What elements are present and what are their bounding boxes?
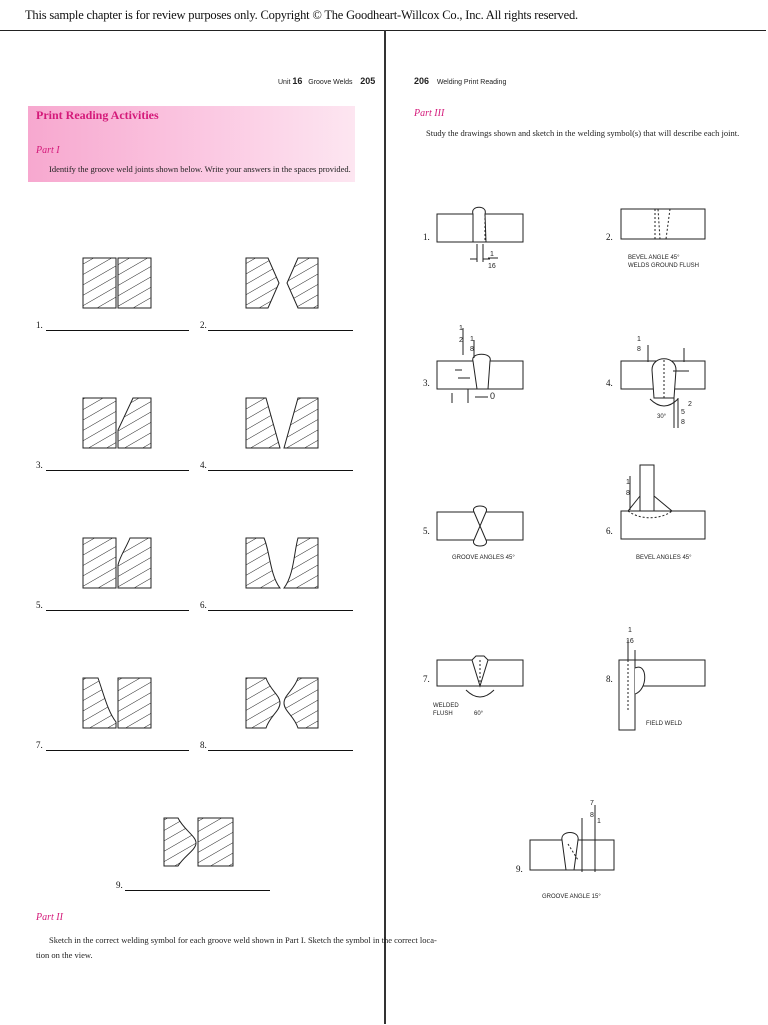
answer-number: 8. xyxy=(200,740,207,750)
unit-number: 16 xyxy=(292,76,303,86)
part2-label: Part II xyxy=(36,912,63,923)
unit-title: Groove Welds xyxy=(308,79,353,86)
answer-number: 3. xyxy=(36,460,43,470)
book-title: Welding Print Reading xyxy=(436,79,507,86)
dim-label: 8 xyxy=(590,812,594,819)
answer-number: 1. xyxy=(36,320,43,330)
dim-label: 1 xyxy=(628,627,632,634)
dim-label: 1 xyxy=(597,818,601,825)
dim-label: 1 xyxy=(490,251,494,258)
caption: GROOVE ANGLES 45° xyxy=(452,555,515,561)
dim-label: 16 xyxy=(626,638,634,645)
dim-label: 2 xyxy=(688,401,692,408)
item-number: 6. xyxy=(606,526,613,536)
answer-number: 9. xyxy=(116,880,123,890)
caption: BEVEL ANGLES 45° xyxy=(636,555,692,561)
part1-instructions: Identify the groove weld joints shown below. Write your answers in the spaces provided. xyxy=(49,164,351,174)
answer-number: 4. xyxy=(200,460,207,470)
item-number: 5. xyxy=(423,526,430,536)
dim-label: 16 xyxy=(488,263,496,270)
joint-drawing-1 xyxy=(437,207,523,262)
page-number: 206 xyxy=(414,76,430,86)
joint-drawing-5 xyxy=(437,506,523,546)
unit-word: Unit xyxy=(278,79,291,86)
dim-label: 1 xyxy=(470,336,474,343)
answer-number: 5. xyxy=(36,600,43,610)
caption: FIELD WELD xyxy=(646,721,683,727)
part2-instructions: Sketch in the correct welding symbol for each groove weld shown in Part I. Sketch the symbol in the correct loca- xyxy=(49,935,437,945)
part2-instructions-cont: tion on the view. xyxy=(36,950,93,960)
joint-drawing-6 xyxy=(621,465,705,539)
page-number: 205 xyxy=(360,76,376,86)
item-number: 1. xyxy=(423,232,430,242)
dim-label: 7 xyxy=(590,800,594,807)
answer-number: 7. xyxy=(36,740,43,750)
joint-drawing-2 xyxy=(621,209,705,239)
part3-label: Part III xyxy=(414,108,445,119)
page-title: Print Reading Activities xyxy=(36,108,159,122)
dim-label: 60° xyxy=(474,711,484,717)
dim-label: 8 xyxy=(637,346,641,353)
dim-label: 1 xyxy=(459,325,463,332)
dim-label: 0 xyxy=(490,391,496,401)
caption-line: WELDS GROUND FLUSH xyxy=(628,263,700,269)
dim-label: 2 xyxy=(459,337,463,344)
item-number: 7. xyxy=(423,674,430,684)
joint-drawing-3 xyxy=(437,328,523,403)
answer-number: 2. xyxy=(200,320,207,330)
caption-line: FLUSH xyxy=(433,711,453,717)
dim-label: 1 xyxy=(637,336,641,343)
dim-label: 8 xyxy=(470,346,474,353)
item-number: 4. xyxy=(606,378,613,388)
joint-drawing-8 xyxy=(619,640,705,730)
dim-label: 8 xyxy=(626,490,630,497)
item-number: 9. xyxy=(516,864,523,874)
dim-label: 8 xyxy=(681,419,685,426)
item-number: 2. xyxy=(606,232,613,242)
item-number: 8. xyxy=(606,674,613,684)
item-number: 3. xyxy=(423,378,430,388)
caption: GROOVE ANGLE 15° xyxy=(542,894,601,900)
dim-label: 30° xyxy=(657,414,667,420)
part1-label: Part I xyxy=(36,145,60,156)
answer-number: 6. xyxy=(200,600,207,610)
joint-drawing-7 xyxy=(437,656,523,697)
caption-line: WELDED xyxy=(433,703,459,709)
joint-drawing-9 xyxy=(530,805,614,872)
joint-drawing-4 xyxy=(621,345,705,428)
copyright-notice: This sample chapter is for review purposes only. Copyright © The Goodheart-Willcox Co., Inc. All rights reserved. xyxy=(25,8,578,22)
part3-instructions: Study the drawings shown and sketch in the welding symbol(s) that will describe each joint. xyxy=(426,128,740,138)
dim-label: 1 xyxy=(626,479,630,486)
dim-label: 5 xyxy=(681,409,685,416)
caption-line: BEVEL ANGLE 45° xyxy=(628,255,680,261)
